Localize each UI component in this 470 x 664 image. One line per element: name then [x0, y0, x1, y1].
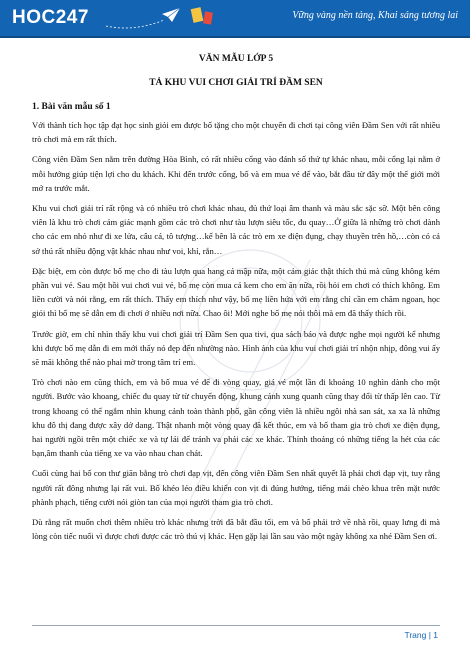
paragraph: Khu vui chơi giải trí rất rộng và có nhiều trò chơi khác nhau, đủ thứ loại âm thanh và màu sắc sặc sỡ. Một bên công viên là khu trò chơi cảm giác mạnh gồm các trò chơi như tàu lượn siêu tốc, đu quay…Ở giữa là những trò chơi dành cho các em nhỏ như đi xe lửa, câu cá, tô tượng…kế bên là các trò em xe điện đụng, chạy thuyền trên hồ,…còn có cả sở thú rất nhiều động vật khác nhau như voi, khỉ, rắn…: [32, 203, 440, 256]
site-tagline: Vững vàng nền tảng, Khai sáng tương lai: [292, 10, 458, 21]
section-heading: 1. Bài văn mẫu số 1: [32, 102, 111, 112]
header-divider: [0, 36, 470, 38]
paragraph: Trò chơi nào em cũng thích, em và bố mua vé để đi vòng quay, giá vé một lần đi khoảng 10 nghìn dành cho một người. Bước vào khoang, chiếc đu quay từ từ chuyển động, khung cảnh xung quanh cũng thay đổi từ thấp lên cao. Từ trong khoang có thể ngắm nhìn khung cảnh toàn thành phố, gần công viên là nhiều ngôi nhà san sát, xa xa là những khu đô thị đang được xây dở dang. Thật nhanh một vòng quay đã kết thúc, em và bố tham gia trò chơi xe điện đụng, hai người ngồi trên một chiếc xe và tự lái để tránh va phải các xe khác. Thỉnh thoảng có những tiếng la hét của các bạn,âm thanh của tiếng xe va vào nhau chan chát.: [32, 377, 440, 459]
page-header: [0, 0, 470, 36]
document-body: [32, 48, 440, 543]
document-title: VĂN MẪU LỚP 5: [198, 54, 274, 64]
paragraph: Trước giờ, em chỉ nhìn thấy khu vui chơi giải trí Đầm Sen qua tivi, qua sách báo và được nghe mọi người kể nhưng khi được bố mẹ dẫn đi em mới thấy nó đẹp đến nhường nào. Hình ảnh của khu vui chơi giải trí nhộn nhịp, đông vui ấy sẽ mãi không thể nào phai mờ trong tâm trí em.: [32, 328, 440, 368]
footer-divider: [32, 625, 440, 626]
hoc247-logo[interactable]: [12, 6, 89, 30]
page-number: Trang | 1: [404, 630, 438, 640]
paragraph: Với thành tích học tập đạt học sinh giỏi em được bố tặng cho một chuyến đi chơi tại công viên Đầm Sen với rất nhiều trò chơi mà em rất thích.: [32, 120, 440, 145]
paragraph: Dù rằng rất muốn chơi thêm nhiều trò khác nhưng trời đã bắt đầu tối, em và bố phải trở về nhà rồi, quay lưng đi mà lòng còn tiếc nuối vì được chơi được các trò thú vị khác. Hẹn gặp lại lần sau vào một ngày không xa nhé Đầm Sen ơi.: [32, 517, 440, 542]
paragraph: Cuối cùng hai bố con thư giãn bằng trò chơi đạp vịt, đến công viên Đầm Sen nhất quyết là phải chơi đạp vịt, tuy rằng người rất đông nhưng lại rất vui. Bố khéo léo điều khiển con vịt đi đúng hướng, tiếng mái chèo khua trên mặt nước phành phạch, tiếng cười nói giòn tan của mọi người tham gia trò chơi.: [32, 468, 440, 507]
paragraph: Đặc biệt, em còn được bố mẹ cho đi tàu lượn qua hang cá mập nữa, một cảm giác thật thích thú mà cũng không kém phần vui vẻ. Sau một hồi vui chơi vui vẻ, bố mẹ còn mua cả kem cho em ăn nữa, rồi hỏi em chơi có thích không. Em liền cười và nói rằng, em rất thích. Thấy em thích như vậy, bố mẹ liền hứa với em rằng chỉ cần em chăm ngoan, học giỏi thì bố mẹ sẽ dẫn em đi chơi ở nhiều nơi nữa. Chao ôi! Mới nghe bố mẹ nói thôi mà em đã thấy thích rồi.: [32, 265, 440, 319]
paper-plane-icon: [104, 2, 224, 34]
paragraph: Công viên Đầm Sen nằm trên đường Hòa Bình, có rất nhiều cổng vào đánh số thứ tự khác nhau, mỗi cổng lại nằm ở mỗi hướng giúp tiện lợi cho du khách. Khi đến trước cổng, bố và em mua vé để vào, bắt đầu từ đây một thế giới mới mở ra trước mắt.: [32, 154, 440, 193]
logo-text: HOC247: [12, 7, 89, 28]
document-subtitle: TẢ KHU VUI CHƠI GIẢI TRÍ ĐẦM SEN: [149, 78, 323, 88]
